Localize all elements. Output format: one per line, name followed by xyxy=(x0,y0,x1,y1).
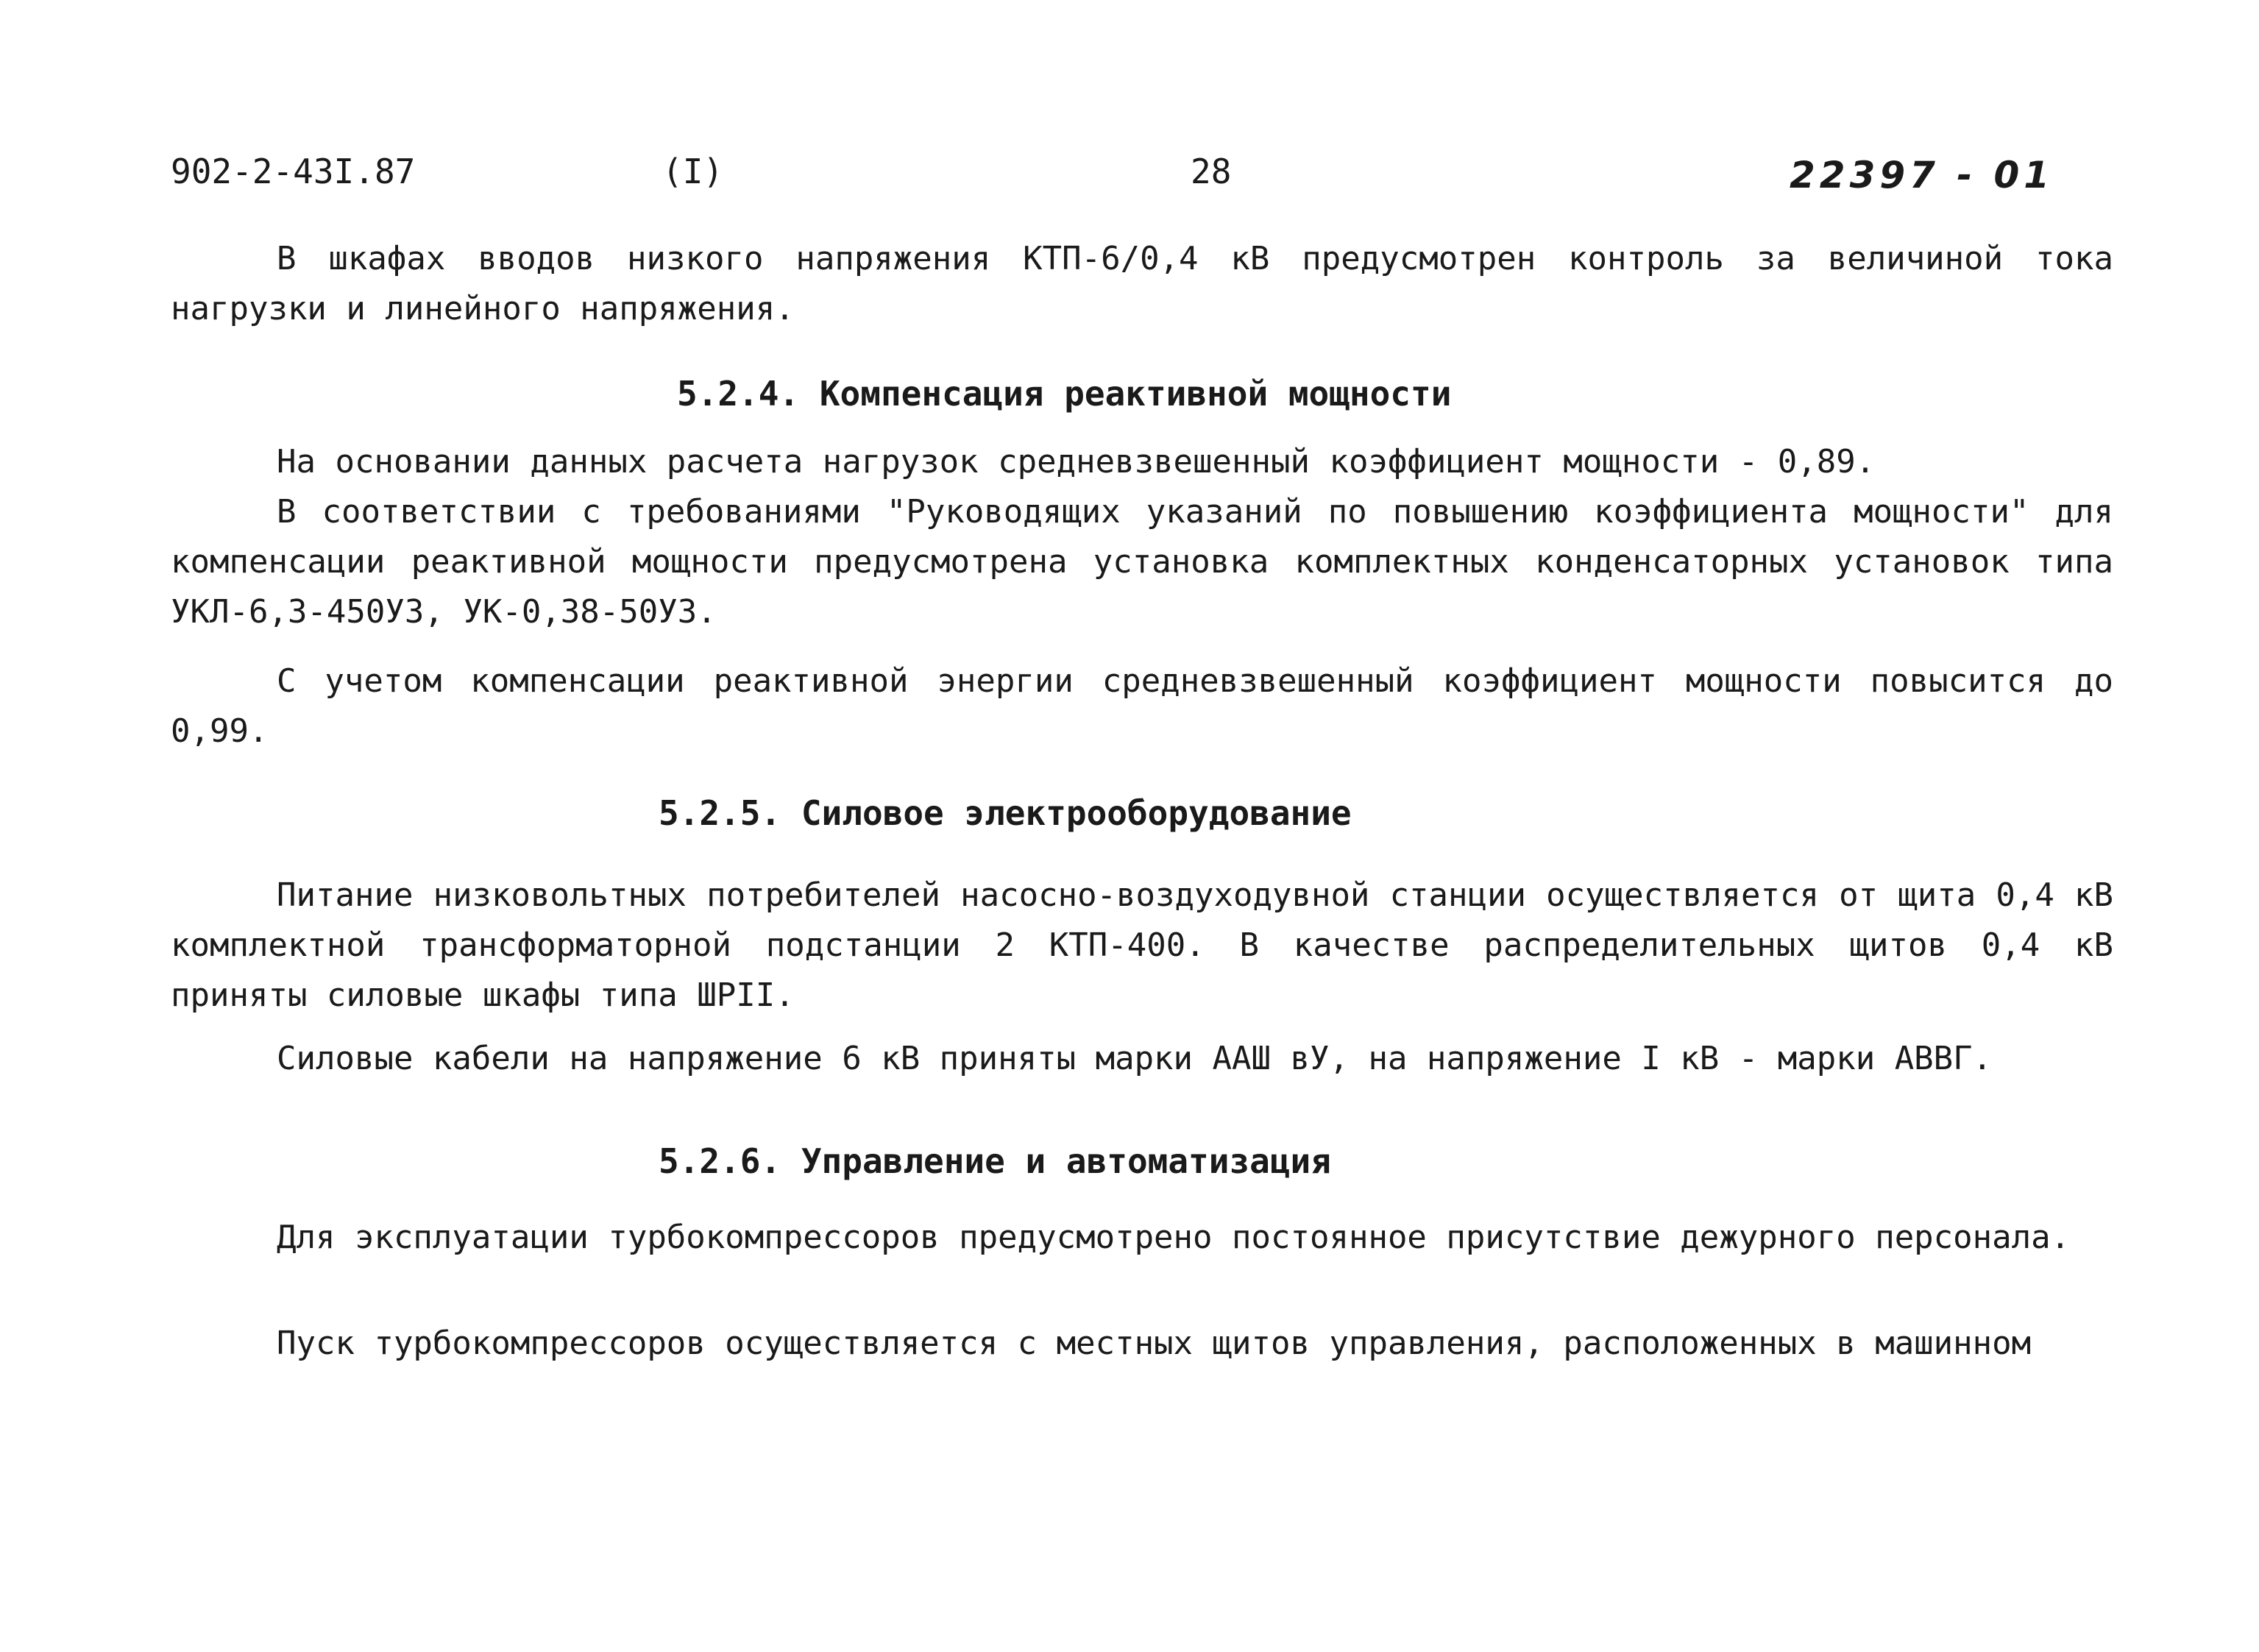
section-heading-5-2-4: 5.2.4. Компенсация реактивной мощности xyxy=(677,374,1452,414)
paragraph-5-2-4-compensation: С учетом компенсации реактивной энергии средневзвешенный коэффициент мощности повысится до 0,99. xyxy=(171,662,2113,750)
paragraph-5-2-6-start: Пуск турбокомпрессоров осуществляется с местных щитов управления, расположенных в машинном xyxy=(277,1325,2032,1362)
document-code: 902-2-43I.87 xyxy=(171,152,416,191)
handwritten-number: 22397 - 01 xyxy=(1790,154,2054,196)
paragraph-5-2-4-guidelines: В соответствии с требованиями "Руководящих указаний по повышению коэффициента мощности" для компенсации реактивной мощности предусмотрена установка комплектных конденсаторных установок типа УКЛ-6,3-450УЗ, УК-0,38-50УЗ. xyxy=(171,493,2113,631)
paragraph-5-2-6-personnel: Для эксплуатации турбокомпрессоров предусмотрено постоянное присутствие дежурного персонала. xyxy=(277,1219,2071,1256)
paragraph-5-2-5-supply: Питание низковольтных потребителей насосно-воздуходувной станции осуществляется от щита 0,4 кВ комплектной трансформаторной подстанции 2 КТП-400. В качестве распределительных щитов 0,4 кВ приняты силовые шкафы типа ШРII. xyxy=(171,876,2113,1014)
sheet-mark: (I) xyxy=(662,152,724,191)
paragraph-intro: В шкафах вводов низкого напряжения КТП-6/0,4 кВ предусмотрен контроль за величиной тока нагрузки и линейного напряжения. xyxy=(171,240,2113,327)
section-heading-5-2-5: 5.2.5. Силовое электрооборудование xyxy=(659,793,1352,833)
section-heading-5-2-6: 5.2.6. Управление и автоматизация xyxy=(659,1141,1331,1181)
paragraph-5-2-5-cables: Силовые кабели на напряжение 6 кВ приняты марки ААШ вУ, на напряжение I кВ - марки АВВГ. xyxy=(277,1040,1993,1077)
paragraph-5-2-4-power-factor: На основании данных расчета нагрузок средневзвешенный коэффициент мощности - 0,89. xyxy=(277,443,1876,481)
page-number: 28 xyxy=(1191,152,1232,191)
